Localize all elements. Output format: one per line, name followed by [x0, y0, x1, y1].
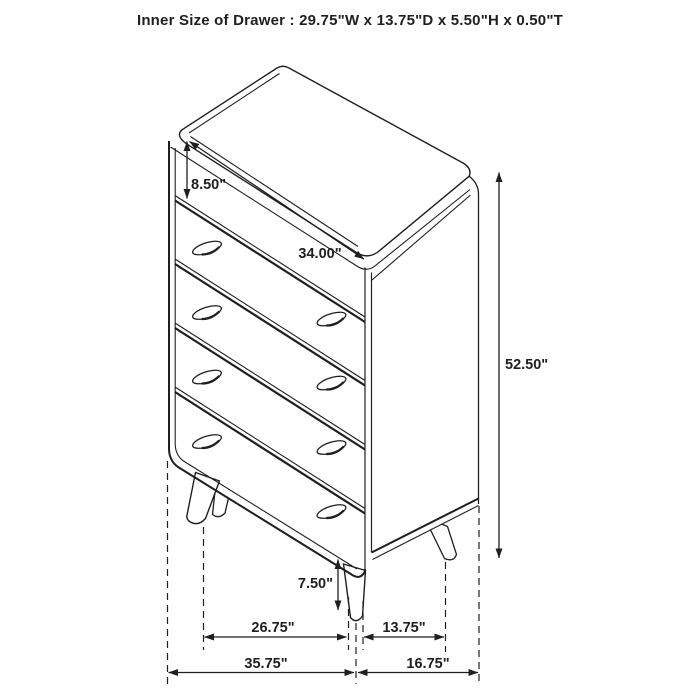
label-leg-height: 7.50": [297, 576, 333, 592]
label-overall-width: 35.75": [244, 656, 288, 672]
label-side-leg-spacing: 13.75": [382, 620, 426, 636]
label-front-width: 34.00": [298, 246, 342, 262]
diagram-title: Inner Size of Drawer : 29.75"W x 13.75"D x 5.50"H x 0.50"T: [136, 12, 564, 29]
label-top-drawer-height: 8.50": [191, 177, 227, 193]
label-front-leg-spacing: 26.75": [251, 620, 295, 636]
label-overall-depth: 16.75": [406, 656, 450, 672]
label-overall-height: 52.50": [505, 357, 549, 373]
